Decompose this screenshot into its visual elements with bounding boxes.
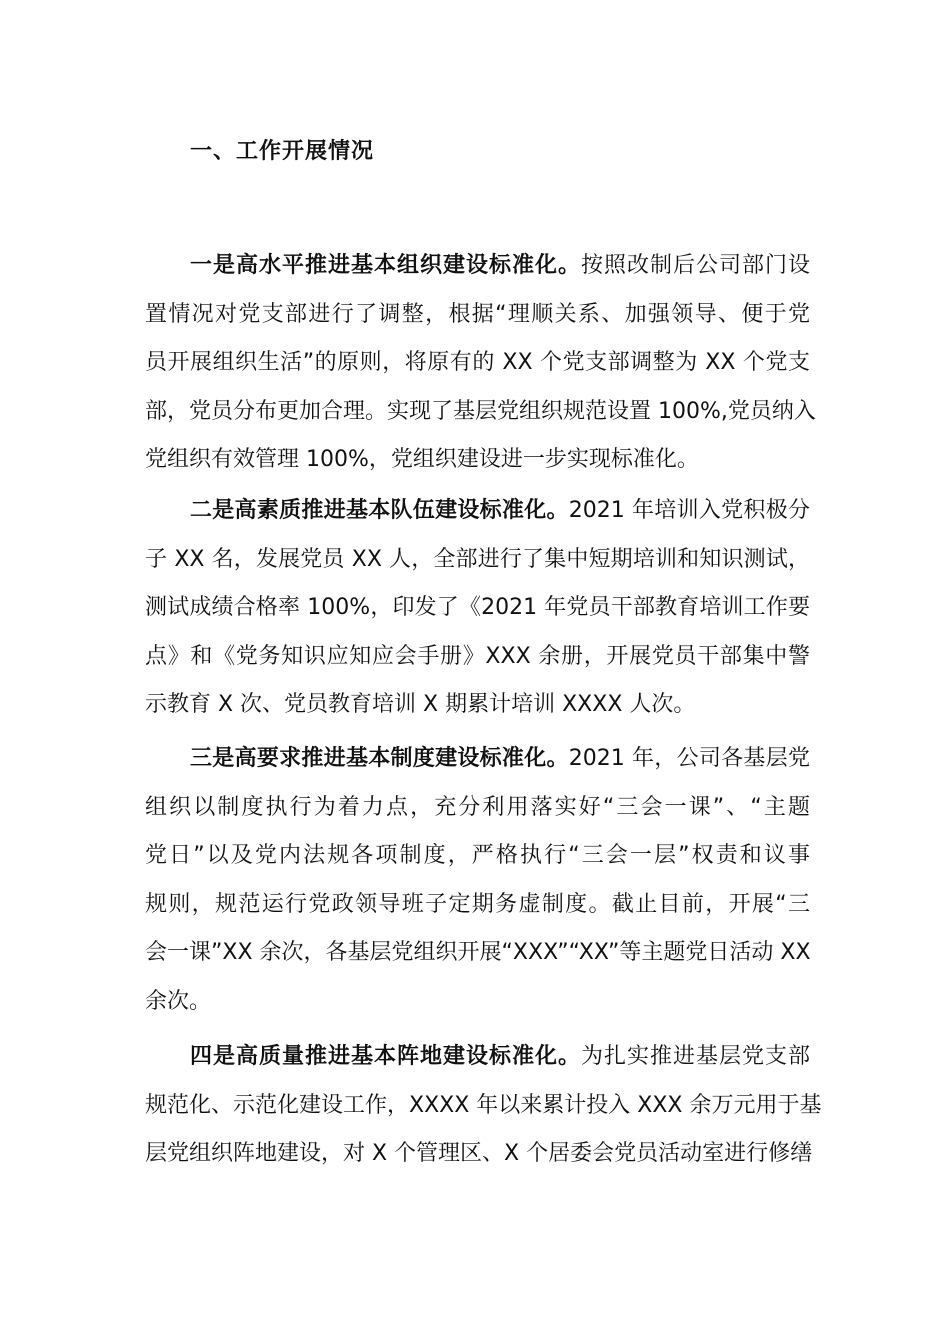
paragraph-line: 测试成绩合格率 100%，印发了《2021 年党员干部教育培训工作要	[145, 595, 810, 620]
paragraph-system-standardization	[145, 735, 810, 1026]
paragraph-line: 层党组织阵地建设，对 X 个管理区、X 个居委会党员活动室进行修缮	[145, 1141, 813, 1166]
section-heading: 一、工作开展情况	[190, 139, 375, 164]
paragraph-text: 为扎实推进基层党支部	[580, 1044, 810, 1069]
paragraph-line	[145, 1033, 810, 1082]
paragraph-lead: 一是高水平推进基本组织建设标准化。	[190, 253, 581, 278]
paragraph-line: 余次。	[145, 988, 212, 1014]
paragraph-text: 按照改制后公司部门设	[580, 253, 810, 278]
paragraph-line	[145, 487, 810, 536]
paragraph-line: 置情况对党支部进行了调整，根据“理顺关系、加强领导、便于党	[145, 301, 810, 327]
paragraph-line	[145, 735, 810, 784]
paragraph-text: 2021 年培训入党积极分	[568, 498, 810, 523]
paragraph-line: 党组织有效管理 100%，党组织建设进一步实现标准化。	[145, 447, 699, 472]
paragraph-line: 示教育 X 次、党员教育培训 X 期累计培训 XXXX 人次。	[145, 692, 696, 717]
paragraph-line	[145, 242, 810, 291]
paragraph-lead: 三是高要求推进基本制度建设标准化。	[190, 746, 569, 771]
paragraph-line: 规则，规范运行党政领导班子定期务虚制度。截止目前，开展“三	[145, 891, 810, 917]
paragraph-line: 组织以制度执行为着力点，充分利用落实好“三会一课”、“主题	[145, 794, 810, 820]
paragraph-position-standardization	[145, 1033, 822, 1179]
paragraph-line: 党日”以及党内法规各项制度，严格执行“三会一层”权责和议事	[145, 843, 810, 868]
paragraph-line: 员开展组织生活”的原则，将原有的 XX 个党支部调整为 XX 个党支	[145, 350, 810, 375]
paragraph-lead: 二是高素质推进基本队伍建设标准化。	[190, 498, 569, 523]
paragraph-team-standardization	[145, 487, 810, 730]
paragraph-organization-standardization	[145, 242, 816, 485]
paragraph-lead: 四是高质量推进基本阵地建设标准化。	[190, 1044, 581, 1069]
paragraph-line: 会一课”XX 余次，各基层党组织开展“XXX”“XX”等主题党日活动 XX	[145, 940, 811, 965]
paragraph-line: 点》和《党务知识应知应会手册》XXX 余册，开展党员干部集中警	[145, 643, 810, 669]
paragraph-line: 子 XX 名，发展党员 XX 人，全部进行了集中短期培训和知识测试，	[145, 546, 810, 572]
paragraph-text: 2021 年，公司各基层党	[568, 746, 810, 771]
paragraph-line: 规范化、示范化建设工作，XXXX 年以来累计投入 XXX 余万元用于基	[145, 1092, 822, 1118]
paragraph-line: 部，党员分布更加合理。实现了基层党组织规范设置 100%,党员纳入	[145, 398, 816, 424]
